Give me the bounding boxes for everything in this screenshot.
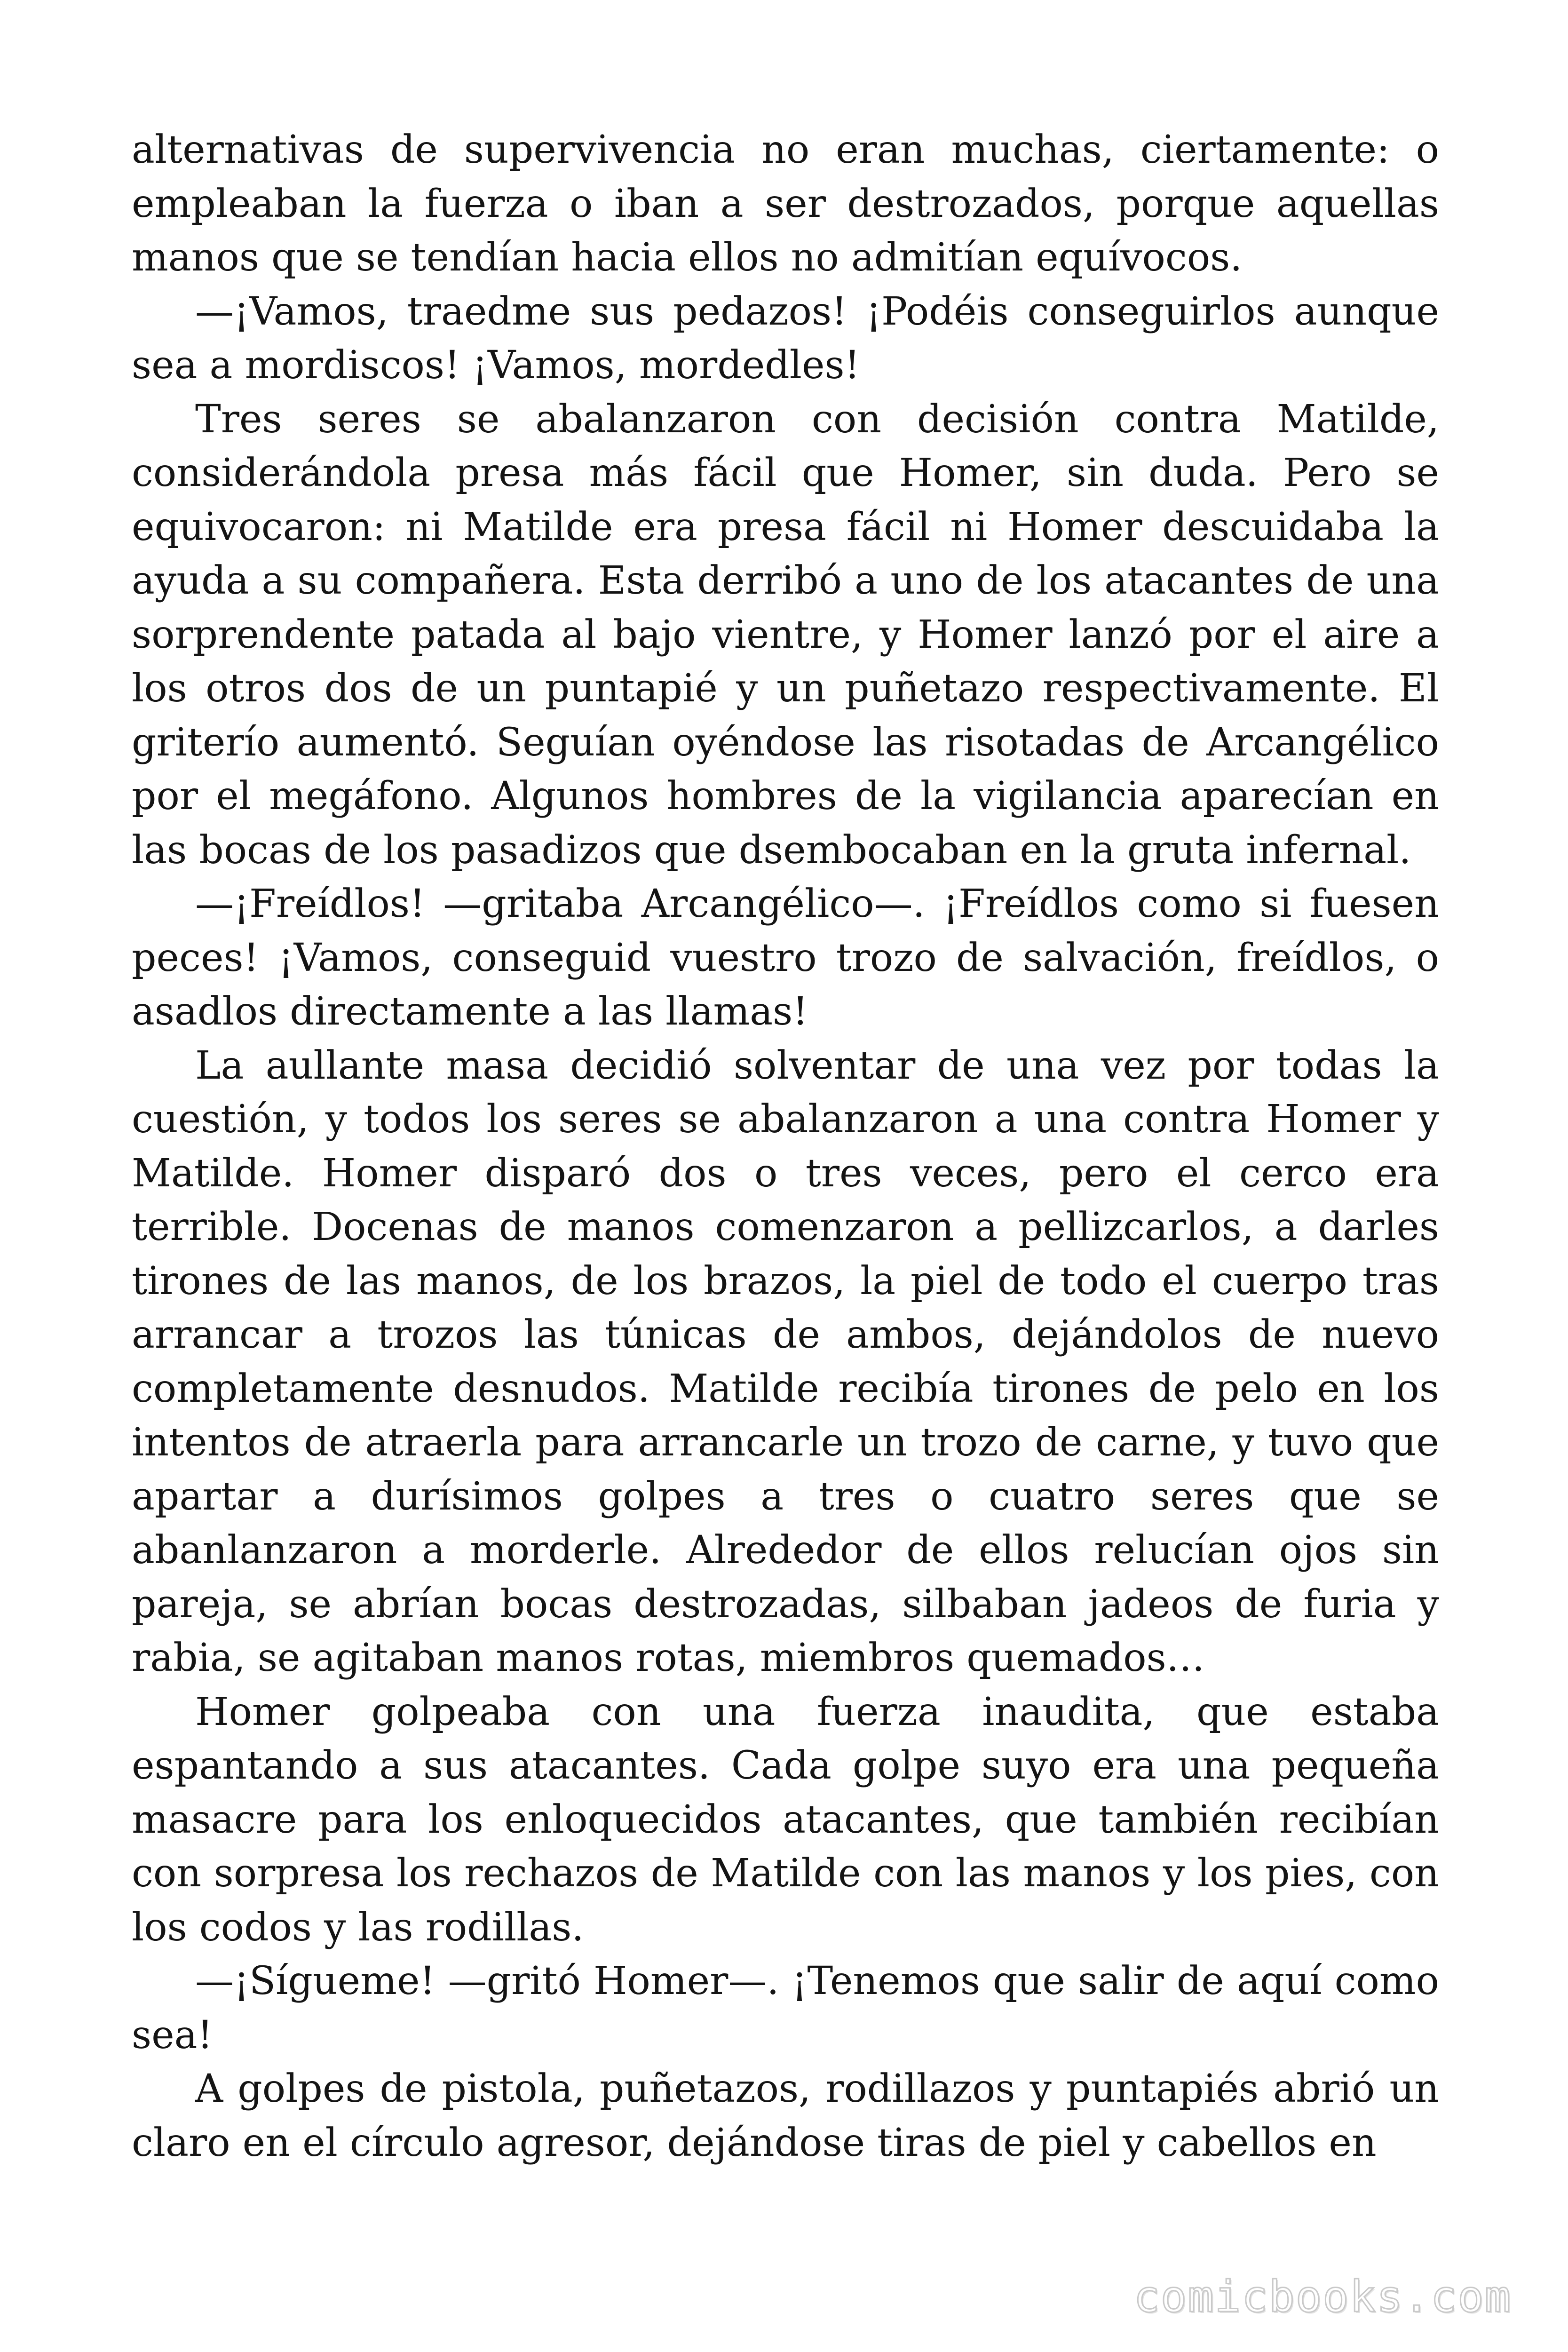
watermark: comicbooks.com	[1133, 2272, 1512, 2322]
paragraph-7: —¡Sígueme! —gritó Homer—. ¡Tenemos que salir de aquí como sea!	[132, 1959, 1439, 2058]
paragraph-2: —¡Vamos, traedme sus pedazos! ¡Podéis conseguirlos aunque sea a mordiscos! ¡Vamos, mordedles!	[132, 289, 1439, 388]
paragraph-4: —¡Freídlos! —gritaba Arcangélico—. ¡Freídlos como si fuesen peces! ¡Vamos, conseguid vuestro trozo de salvación, freídlos, o asadlos directamente a las llamas!	[132, 882, 1439, 1034]
paragraph-6: Homer golpeaba con una fuerza inaudita, que estaba espantando a sus atacantes. Cada golpe suyo era una pequeña masacre para los enloquecidos atacantes, que también recibían con sorpresa los rechazos de Matilde con las manos y los pies, con los codos y las rodillas.	[132, 1689, 1439, 1950]
paragraph-1: alternativas de supervivencia no eran muchas, ciertamente: o empleaban la fuerza o iban a ser destrozados, porque aquellas manos que se tendían hacia ellos no admitían equívocos.	[132, 127, 1439, 280]
body-text	[132, 123, 1439, 2170]
paragraph-5: La aullante masa decidió solventar de una vez por todas la cuestión, y todos los seres se abalanzaron a una contra Homer y Matilde. Homer disparó dos o tres veces, pero el cerco era terrible. Docenas de manos comenzaron a pellizcarlos, a darles tirones de las manos, de los brazos, la piel de todo el cuerpo tras arrancar a trozos las túnicas de ambos, dejándolos de nuevo completamente desnudos. Matilde recibía tirones de pelo en los intentos de atraerla para arrancarle un trozo de carne, y tuvo que apartar a durísimos golpes a tres o cuatro seres que se abanlanzaron a morderle. Alrededor de ellos relucían ojos sin pareja, se abrían bocas destrozadas, silbaban jadeos de furia y rabia, se agitaban manos rotas, miembros quemados…	[132, 1043, 1439, 1680]
page	[132, 123, 1439, 2212]
paragraph-3: Tres seres se abalanzaron con decisión contra Matilde, considerándola presa más fácil que Homer, sin duda. Pero se equivocaron: ni Matilde era presa fácil ni Homer descuidaba la ayuda a su compañera. Esta derribó a uno de los atacantes de una sorprendente patada al bajo vientre, y Homer lanzó por el aire a los otros dos de un puntapié y un puñetazo respectivamente. El griterío aumentó. Seguían oyéndose las risotadas de Arcangélico por el megáfono. Algunos hombres de la vigilancia aparecían en las bocas de los pasadizos que dsembocaban en la gruta infernal.	[132, 397, 1439, 873]
paragraph-8: A golpes de pistola, puñetazos, rodillazos y puntapiés abrió un claro en el círculo agresor, dejándose tiras de piel y cabellos en	[132, 2066, 1439, 2165]
